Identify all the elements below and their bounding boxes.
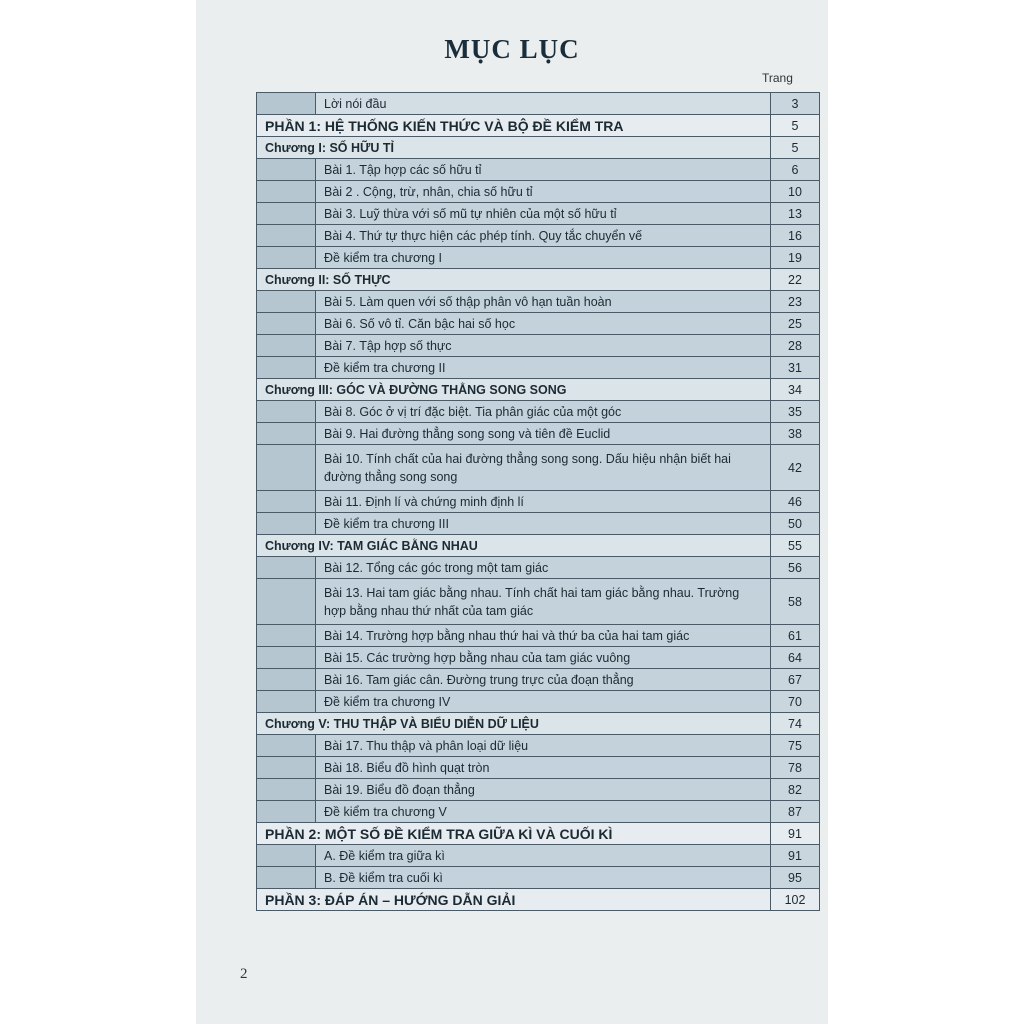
entry-title: Bài 9. Hai đường thẳng song song và tiên đề Euclid xyxy=(316,423,771,445)
toc-chapter-row xyxy=(257,137,820,159)
entry-page: 34 xyxy=(771,379,820,401)
indent-cell xyxy=(257,491,316,513)
toc-row xyxy=(257,779,820,801)
entry-page: 87 xyxy=(771,801,820,823)
toc-row xyxy=(257,291,820,313)
entry-page: 23 xyxy=(771,291,820,313)
entry-page: 78 xyxy=(771,757,820,779)
toc-part-row xyxy=(257,889,820,911)
entry-page: 22 xyxy=(771,269,820,291)
entry-title: Bài 15. Các trường hợp bằng nhau của tam giác vuông xyxy=(316,647,771,669)
entry-title: Đề kiểm tra chương V xyxy=(316,801,771,823)
toc-chapter-row xyxy=(257,535,820,557)
toc-row xyxy=(257,735,820,757)
entry-page: 61 xyxy=(771,625,820,647)
entry-title: Bài 4. Thứ tự thực hiện các phép tính. Quy tắc chuyển vế xyxy=(316,225,771,247)
indent-cell xyxy=(257,335,316,357)
toc-row xyxy=(257,203,820,225)
toc-row xyxy=(257,225,820,247)
entry-page: 35 xyxy=(771,401,820,423)
entry-title: Bài 1. Tập hợp các số hữu tỉ xyxy=(316,159,771,181)
indent-cell xyxy=(257,181,316,203)
entry-page: 5 xyxy=(771,137,820,159)
entry-page: 42 xyxy=(771,445,820,491)
toc-row xyxy=(257,579,820,625)
entry-title: Bài 17. Thu thập và phân loại dữ liệu xyxy=(316,735,771,757)
entry-title: Đề kiểm tra chương II xyxy=(316,357,771,379)
entry-title: Bài 6. Số vô tỉ. Căn bậc hai số học xyxy=(316,313,771,335)
entry-title: Bài 19. Biểu đồ đoạn thẳng xyxy=(316,779,771,801)
entry-page: 74 xyxy=(771,713,820,735)
toc-row xyxy=(257,247,820,269)
entry-title: Bài 10. Tính chất của hai đường thẳng song song. Dấu hiệu nhận biết hai đường thẳng song song xyxy=(316,445,771,491)
entry-page: 70 xyxy=(771,691,820,713)
toc-row xyxy=(257,625,820,647)
toc-chapter-row xyxy=(257,269,820,291)
entry-page: 56 xyxy=(771,557,820,579)
toc-part-row xyxy=(257,115,820,137)
entry-page: 31 xyxy=(771,357,820,379)
toc-row xyxy=(257,557,820,579)
chapter-title: Chương V: THU THẬP VÀ BIỂU DIỄN DỮ LIỆU xyxy=(257,713,771,735)
entry-page: 55 xyxy=(771,535,820,557)
indent-cell xyxy=(257,801,316,823)
indent-cell xyxy=(257,313,316,335)
entry-title: A. Đề kiểm tra giữa kì xyxy=(316,845,771,867)
toc-chapter-row xyxy=(257,379,820,401)
entry-title: Bài 11. Định lí và chứng minh định lí xyxy=(316,491,771,513)
toc-row xyxy=(257,513,820,535)
entry-page: 91 xyxy=(771,823,820,845)
entry-title: Bài 16. Tam giác cân. Đường trung trực của đoạn thẳng xyxy=(316,669,771,691)
toc-row xyxy=(257,445,820,491)
entry-title: B. Đề kiểm tra cuối kì xyxy=(316,867,771,889)
indent-cell xyxy=(257,625,316,647)
indent-cell xyxy=(257,93,316,115)
indent-cell xyxy=(257,867,316,889)
toc-row xyxy=(257,691,820,713)
indent-cell xyxy=(257,757,316,779)
entry-title: Bài 3. Luỹ thừa với số mũ tự nhiên của một số hữu tỉ xyxy=(316,203,771,225)
entry-title: Bài 13. Hai tam giác bằng nhau. Tính chất hai tam giác bằng nhau. Trường hợp bằng nhau thứ nhất của tam giác xyxy=(316,579,771,625)
entry-page: 95 xyxy=(771,867,820,889)
table-of-contents xyxy=(256,92,820,911)
chapter-title: Chương III: GÓC VÀ ĐƯỜNG THẲNG SONG SONG xyxy=(257,379,771,401)
toc-row xyxy=(257,669,820,691)
entry-title: Bài 8. Góc ở vị trí đặc biệt. Tia phân giác của một góc xyxy=(316,401,771,423)
entry-page: 75 xyxy=(771,735,820,757)
toc-row xyxy=(257,845,820,867)
indent-cell xyxy=(257,291,316,313)
page-column-label: Trang xyxy=(762,71,793,85)
indent-cell xyxy=(257,669,316,691)
toc-row xyxy=(257,357,820,379)
part-title: PHẦN 1: HỆ THỐNG KIẾN THỨC VÀ BỘ ĐỀ KIỂM TRA xyxy=(257,115,771,137)
page-title: MỤC LỤC xyxy=(444,34,580,64)
toc-row xyxy=(257,335,820,357)
indent-cell xyxy=(257,445,316,491)
toc-row xyxy=(257,181,820,203)
part-title: PHẦN 3: ĐÁP ÁN – HƯỚNG DẪN GIẢI xyxy=(257,889,771,911)
entry-page: 102 xyxy=(771,889,820,911)
indent-cell xyxy=(257,203,316,225)
entry-title: Bài 18. Biểu đồ hình quạt tròn xyxy=(316,757,771,779)
entry-page: 5 xyxy=(771,115,820,137)
toc-part-row xyxy=(257,823,820,845)
toc-row xyxy=(257,313,820,335)
entry-page: 64 xyxy=(771,647,820,669)
entry-page: 91 xyxy=(771,845,820,867)
entry-page: 13 xyxy=(771,203,820,225)
entry-page: 58 xyxy=(771,579,820,625)
indent-cell xyxy=(257,557,316,579)
toc-row xyxy=(257,401,820,423)
chapter-title: Chương II: SỐ THỰC xyxy=(257,269,771,291)
entry-title: Bài 14. Trường hợp bằng nhau thứ hai và thứ ba của hai tam giác xyxy=(316,625,771,647)
indent-cell xyxy=(257,845,316,867)
indent-cell xyxy=(257,247,316,269)
entry-title: Đề kiểm tra chương I xyxy=(316,247,771,269)
entry-title: Đề kiểm tra chương IV xyxy=(316,691,771,713)
indent-cell xyxy=(257,779,316,801)
toc-chapter-row xyxy=(257,713,820,735)
entry-page: 38 xyxy=(771,423,820,445)
toc-row xyxy=(257,423,820,445)
toc-row xyxy=(257,647,820,669)
toc-row xyxy=(257,757,820,779)
toc-row xyxy=(257,801,820,823)
entry-page: 28 xyxy=(771,335,820,357)
indent-cell xyxy=(257,225,316,247)
entry-page: 25 xyxy=(771,313,820,335)
indent-cell xyxy=(257,159,316,181)
chapter-title: Chương I: SỐ HỮU TỈ xyxy=(257,137,771,159)
entry-page: 6 xyxy=(771,159,820,181)
indent-cell xyxy=(257,691,316,713)
entry-page: 10 xyxy=(771,181,820,203)
entry-page: 82 xyxy=(771,779,820,801)
indent-cell xyxy=(257,735,316,757)
toc-row xyxy=(257,93,820,115)
toc-row xyxy=(257,491,820,513)
part-title: PHẦN 2: MỘT SỐ ĐỀ KIỂM TRA GIỮA KÌ VÀ CUỐI KÌ xyxy=(257,823,771,845)
page-number: 2 xyxy=(240,966,248,982)
entry-page: 16 xyxy=(771,225,820,247)
entry-title: Bài 5. Làm quen với số thập phân vô hạn tuần hoàn xyxy=(316,291,771,313)
entry-page: 67 xyxy=(771,669,820,691)
indent-cell xyxy=(257,579,316,625)
indent-cell xyxy=(257,513,316,535)
indent-cell xyxy=(257,401,316,423)
indent-cell xyxy=(257,647,316,669)
entry-page: 19 xyxy=(771,247,820,269)
entry-page: 46 xyxy=(771,491,820,513)
entry-title: Bài 2 . Cộng, trừ, nhân, chia số hữu tỉ xyxy=(316,181,771,203)
entry-page: 50 xyxy=(771,513,820,535)
indent-cell xyxy=(257,357,316,379)
toc-row xyxy=(257,159,820,181)
entry-title: Bài 7. Tập hợp số thực xyxy=(316,335,771,357)
indent-cell xyxy=(257,423,316,445)
toc-row xyxy=(257,867,820,889)
entry-title: Đề kiểm tra chương III xyxy=(316,513,771,535)
entry-page: 3 xyxy=(771,93,820,115)
chapter-title: Chương IV: TAM GIÁC BẰNG NHAU xyxy=(257,535,771,557)
entry-title: Lời nói đầu xyxy=(316,93,771,115)
entry-title: Bài 12. Tổng các góc trong một tam giác xyxy=(316,557,771,579)
